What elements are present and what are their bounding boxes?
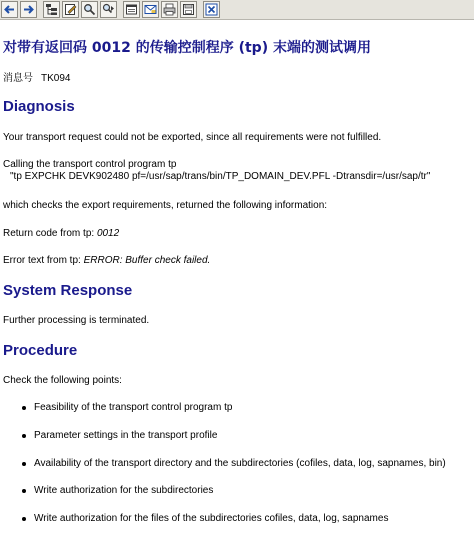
list-item-text: Feasibility of the transport control program tp [34,402,233,413]
diagnosis-command: "tp EXPCHK DEVK902480 pf=/usr/sap/trans/bin/TP_DOMAIN_DEV.PFL -Dtransdir=/usr/sap/tr" [10,171,431,182]
error-text-line [3,255,210,267]
bullet-icon [22,406,26,410]
list-item-text: Write authorization for the files of the subdirectories cofiles, data, log, sapnames [34,513,389,524]
hierarchy-button[interactable] [43,1,60,18]
page-title: 对带有返回码 0012 的传输控制程序 (tp) 末端的测试调用 [3,40,371,56]
return-code-label: Return code from tp: [3,228,97,239]
mail-icon [144,3,157,16]
search-next-button[interactable] [100,1,117,18]
bullet-icon [22,462,26,466]
list-item-text: Write authorization for the subdirectories [34,485,214,496]
edit-button[interactable] [62,1,79,18]
close-button[interactable] [203,1,220,18]
mail-button[interactable] [142,1,159,18]
list-item [22,402,232,414]
message-number [3,69,70,84]
return-code-line [3,228,119,240]
list-item [22,458,446,470]
toolbar [0,0,474,20]
list-item [22,430,217,442]
return-code-value: 0012 [96,228,120,239]
close-icon [205,3,218,16]
bullet-icon [22,489,26,493]
system-response-heading: System Response [3,282,133,299]
diagnosis-text-2: Calling the transport control program tp [3,159,177,170]
diagnosis-text-1: Your transport request could not be exported, since all requirements were not fulfilled. [3,132,382,143]
system-response-text: Further processing is terminated. [3,315,150,326]
diagnosis-text-3: which checks the export requirements, returned the following information: [3,200,328,211]
search-next-icon [102,3,115,16]
error-text-label: Error text from tp: [3,255,84,266]
back-button[interactable] [1,1,18,18]
message-number-value: TK094 [41,73,71,84]
procedure-heading: Procedure [3,342,78,359]
diagnosis-heading: Diagnosis [3,98,75,115]
list-item-text: Parameter settings in the transport profile [34,430,218,441]
save-button[interactable] [180,1,197,18]
forward-icon [22,3,35,16]
back-icon [3,3,16,16]
edit-icon [64,3,77,16]
page-icon [125,3,138,16]
error-text-value: ERROR: Buffer check failed. [83,255,211,266]
procedure-intro: Check the following points: [3,375,122,386]
forward-button[interactable] [20,1,37,18]
list-item-text: Availability of the transport directory and the subdirectories (cofiles, data, log, sapnames, bin) [34,458,446,469]
page-button[interactable] [123,1,140,18]
hierarchy-icon [45,3,58,16]
list-item [22,513,388,525]
save-icon [182,3,195,16]
search-icon [83,3,96,16]
bullet-icon [22,434,26,438]
print-button[interactable] [161,1,178,18]
list-item [22,485,213,497]
search-button[interactable] [81,1,98,18]
print-icon [163,3,176,16]
message-number-label: 消息号 [3,73,33,84]
bullet-icon [22,517,26,521]
